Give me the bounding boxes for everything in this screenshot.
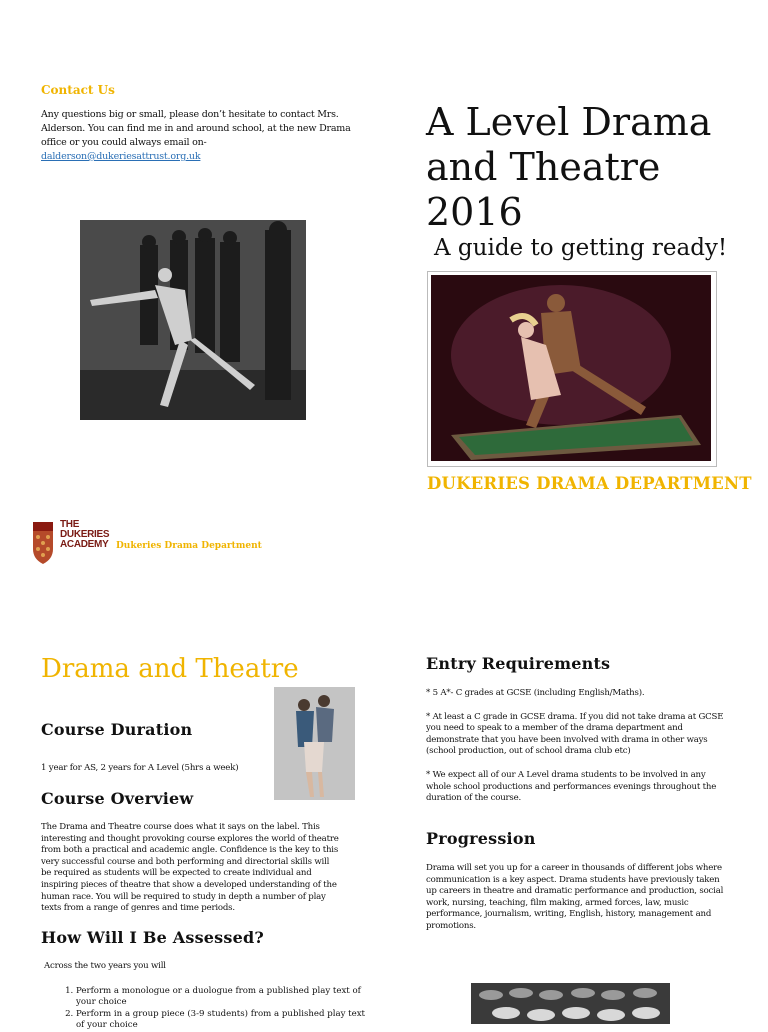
list-item: 1. Perform a monologue or a duologue from a published play text of your choice <box>76 986 376 1008</box>
chairs-photo <box>471 983 670 1024</box>
section-title: Drama and Theatre <box>41 654 299 684</box>
contact-heading: Contact Us <box>41 83 115 97</box>
course-duration-text: 1 year for AS, 2 years for A Level (5hrs a week) <box>41 763 239 773</box>
logo-line-3: ACADEMY <box>60 539 109 550</box>
entry-requirements-heading: Entry Requirements <box>426 654 611 673</box>
main-title <box>426 100 756 235</box>
course-overview-text: The Drama and Theatre course does what it says on the label. This interesting and thought provoking course explores the world of theatre from both a practical and academic angle. Confidence is the key to this very successful course and both performing and directorial skills will be required as students will be expected to create individual and inspiring pieces of theatre that show a developed understanding of the human race. You will be required to study in depth a number of play texts from a range of genres and time periods. <box>41 822 339 914</box>
entry-requirements-list <box>426 688 726 817</box>
contact-text <box>41 108 351 164</box>
shield-icon <box>32 521 54 565</box>
progression-text: Drama will set you up for a career in thousands of different jobs where communication is a key aspect. Drama students have previously taken up careers in theatre and dramatic performance and production, social work, nursing, teaching, film making, armed forces, law, music performance, journalism, writing, English, history, management and promotions. <box>426 863 724 931</box>
performance-photo <box>431 275 711 461</box>
logo-line-2: DUKERIES <box>60 529 110 540</box>
students-photo <box>274 687 355 800</box>
title-line-2: and Theatre <box>426 145 661 189</box>
course-overview-heading: Course Overview <box>41 789 194 808</box>
subtitle: A guide to getting ready! <box>434 235 728 261</box>
assessment-list <box>41 986 376 1032</box>
rehearsal-photo <box>80 220 306 420</box>
title-line-3: 2016 <box>426 190 523 234</box>
contact-email-link[interactable]: dalderson@dukeriesattrust.org.uk <box>41 151 201 162</box>
course-duration-heading: Course Duration <box>41 720 193 739</box>
list-item: * At least a C grade in GCSE drama. If you did not take drama at GCSE you need to speak to a member of the drama department and demonstrate that you have been involved with drama in other ways (school production, out of school drama club etc) <box>426 711 724 757</box>
title-line-1: A Level Drama <box>426 100 712 144</box>
list-item: * 5 A*- C grades at GCSE (including English/Maths). <box>426 688 645 698</box>
list-item: * We expect all of our A Level drama students to be involved in any whole school productions and performances evenings throughout the duration of the course. <box>426 769 717 804</box>
progression-heading: Progression <box>426 829 536 848</box>
assessment-heading: How Will I Be Assessed? <box>41 928 264 947</box>
logo-wordmark <box>60 520 109 550</box>
contact-body: Any questions big or small, please don’t hesitate to contact Mrs. Alderson. You can find me in and around school, at the new Drama office or you could always email on- <box>41 109 351 148</box>
department-heading: DUKERIES DRAMA DEPARTMENT <box>427 474 752 493</box>
list-item: 2. Perform in a group piece (3-9 students) from a published play text of your choice <box>76 1009 376 1031</box>
dukeries-academy-logo <box>32 519 122 565</box>
logo-line-1: THE <box>60 519 80 530</box>
logo-department-label: Dukeries Drama Department <box>116 541 262 551</box>
assessment-intro: Across the two years you will <box>44 961 166 971</box>
